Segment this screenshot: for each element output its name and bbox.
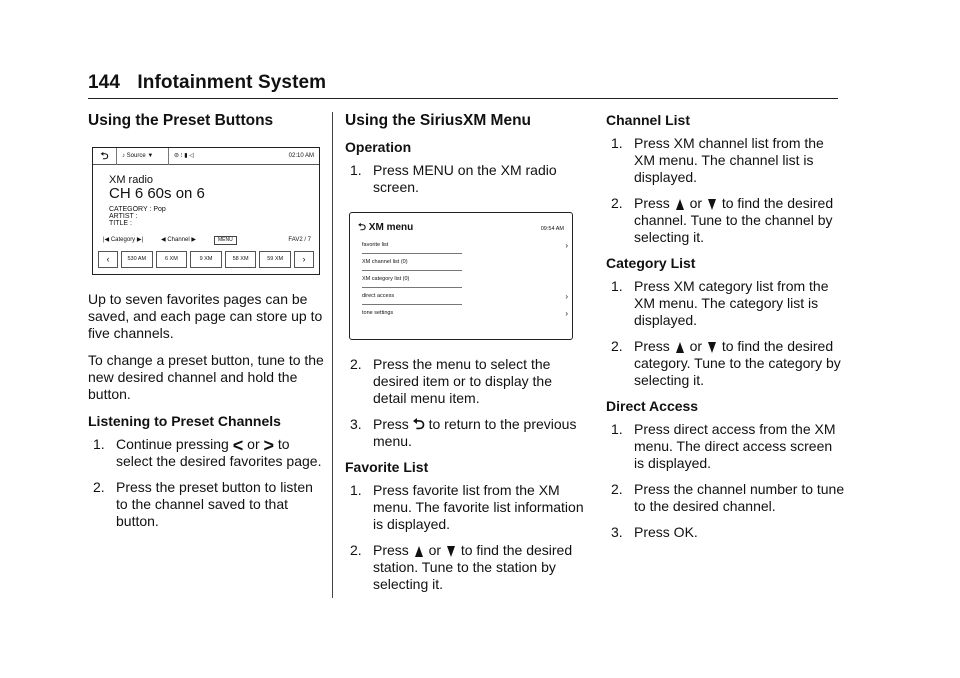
section-heading-siriusxm: Using the SiriusXM Menu — [345, 112, 532, 129]
menu-item-label: tone settings — [362, 310, 394, 316]
sub-heading-favorite-list: Favorite List — [345, 459, 429, 475]
step-text: Press OK. — [634, 524, 698, 540]
step-text: Press XM category list from the XM menu. The category list is displayed. — [634, 278, 829, 328]
step-item — [606, 524, 846, 541]
step-text: to find the desired category. Tune to the category by selecting it. — [634, 338, 841, 388]
step-item — [345, 542, 585, 593]
down-arrow-icon — [708, 342, 716, 353]
section-heading-preset: Using the Preset Buttons — [88, 112, 274, 129]
preset-button-1: 530 AM — [121, 251, 153, 268]
step-text: Press the menu to select the desired item or to display the detail menu item. — [373, 356, 552, 406]
artist-line: ARTIST : — [109, 213, 138, 220]
page-title: Infotainment System — [137, 72, 327, 93]
sub-heading-listening: Listening to Preset Channels — [88, 413, 281, 429]
sub-heading-operation: Operation — [345, 139, 412, 155]
channel-control: ◀ Channel ▶ — [161, 236, 196, 243]
step-number: 1. — [611, 421, 623, 437]
preset-button-4: 58 XM — [225, 251, 257, 268]
menu-item-category-list — [362, 271, 462, 288]
back-icon: ⮌ — [93, 148, 117, 165]
step-text: Press — [373, 416, 409, 432]
step-text: to find the desired channel. Tune to the channel by selecting it. — [634, 195, 834, 245]
xm-radio-label: XM radio — [109, 174, 154, 186]
step-number: 2. — [93, 479, 105, 495]
xm-menu-list — [362, 237, 568, 322]
step-item — [606, 195, 846, 246]
step-text: Press direct access from the XM menu. The direct access screen is displayed. — [634, 421, 836, 471]
preset-button-2: 6 XM — [156, 251, 188, 268]
up-arrow-icon — [676, 199, 684, 210]
step-item — [345, 416, 585, 450]
left-chevron-icon: < — [232, 435, 244, 456]
column-divider — [332, 112, 333, 598]
xm-menu-screen-illustration — [349, 212, 573, 340]
step-text: Continue pressing — [116, 436, 229, 452]
step-text: Press XM channel list from the XM menu. The channel list is displayed. — [634, 135, 824, 185]
step-item — [606, 481, 846, 515]
step-item — [606, 421, 846, 472]
xm-menu-title: ⮌ XM menu — [358, 222, 414, 233]
step-text: or — [428, 542, 442, 558]
step-item — [345, 482, 585, 533]
page-header — [88, 72, 326, 94]
step-item — [345, 162, 585, 196]
menu-item-label: direct access — [362, 292, 395, 299]
step-text: Press — [634, 195, 670, 211]
right-chevron-icon: > — [263, 435, 275, 456]
step-number: 2. — [611, 338, 623, 354]
step-text: Press the channel number to tune to the desired channel. — [634, 481, 845, 514]
category-line: CATEGORY : Pop — [109, 206, 166, 213]
step-number: 2. — [350, 542, 362, 558]
track-meta — [109, 206, 166, 227]
step-text: to return to the previous menu. — [373, 416, 577, 449]
step-text: Press — [373, 542, 409, 558]
step-item — [88, 479, 324, 530]
step-text: or — [247, 436, 260, 452]
screen-controls — [103, 234, 311, 246]
header-divider — [88, 98, 838, 99]
step-item — [606, 338, 846, 389]
menu-item-label: favorite list — [362, 241, 389, 248]
step-number: 2. — [611, 195, 623, 211]
fav-page-indicator: FAV2 / 7 — [288, 236, 311, 243]
channel-name: CH 6 60s on 6 — [109, 185, 205, 202]
menu-item-direct-access — [362, 288, 568, 305]
chevron-right-icon: › — [565, 291, 568, 301]
sub-heading-category-list: Category List — [606, 255, 696, 271]
chevron-right-icon: › — [565, 309, 568, 318]
screen-top-bar — [93, 148, 319, 165]
step-number: 1. — [611, 135, 623, 151]
chevron-left-icon: ‹ — [98, 251, 118, 268]
column-3 — [606, 108, 846, 550]
step-item — [345, 356, 585, 407]
step-number: 2. — [350, 356, 362, 372]
source-button: ♪ Source ▼ — [117, 148, 169, 165]
xm-radio-screen-illustration — [92, 147, 320, 275]
menu-button: MENU — [214, 236, 237, 245]
chevron-right-icon: › — [565, 240, 568, 250]
sub-heading-channel-list: Channel List — [606, 112, 691, 128]
menu-item-tone-settings — [362, 305, 568, 322]
back-icon: ⮌ — [412, 416, 425, 433]
down-arrow-icon — [708, 199, 716, 210]
chevron-right-icon: › — [294, 251, 314, 268]
clock: 09:54 AM — [540, 226, 564, 232]
status-icons: ⊜ ⁝ ▮ ◁ — [174, 152, 194, 159]
preset-button-3: 9 XM — [190, 251, 222, 268]
step-text: to select the desired favorites page. — [116, 436, 322, 469]
menu-item-label: XM category list (0) — [362, 275, 410, 282]
preset-button-5: 59 XM — [259, 251, 291, 268]
step-number: 1. — [350, 482, 362, 498]
step-number: 2. — [611, 481, 623, 497]
step-text: Press favorite list from the XM menu. The favorite list information is displayed. — [373, 482, 584, 532]
step-text: Press MENU on the XM radio screen. — [373, 162, 557, 195]
step-number: 1. — [350, 162, 362, 178]
step-text: Press — [634, 338, 670, 354]
down-arrow-icon — [447, 546, 455, 557]
column-2 — [345, 108, 585, 602]
page-number: 144 — [88, 72, 121, 93]
step-text: Press the preset button to listen to the channel saved to that button. — [116, 479, 313, 529]
step-number: 1. — [93, 436, 105, 452]
up-arrow-icon — [676, 342, 684, 353]
step-item — [88, 436, 324, 470]
step-item — [606, 278, 846, 329]
menu-item-favorite — [362, 237, 568, 254]
step-item — [606, 135, 846, 186]
clock: 02:10 AM — [288, 152, 314, 159]
sub-heading-direct-access: Direct Access — [606, 398, 699, 414]
menu-item-channel-list — [362, 254, 462, 271]
menu-item-label: XM channel list (0) — [362, 258, 408, 265]
step-text: or — [689, 195, 703, 211]
preset-bar — [98, 251, 314, 268]
title-line: TITLE : — [109, 220, 132, 227]
column-1 — [88, 108, 324, 539]
step-number: 1. — [611, 278, 623, 294]
step-number: 3. — [611, 524, 623, 540]
step-text: to find the desired station. Tune to the station by selecting it. — [373, 542, 573, 592]
paragraph-change-preset: To change a preset button, tune to the new desired channel and hold the button. — [88, 352, 324, 402]
step-number: 3. — [350, 416, 362, 432]
paragraph-favorites: Up to seven favorites pages can be saved, and each page can store up to five channels. — [88, 291, 323, 341]
category-control: |◀ Category ▶| — [103, 236, 144, 243]
step-text: or — [689, 338, 703, 354]
up-arrow-icon — [415, 546, 423, 557]
